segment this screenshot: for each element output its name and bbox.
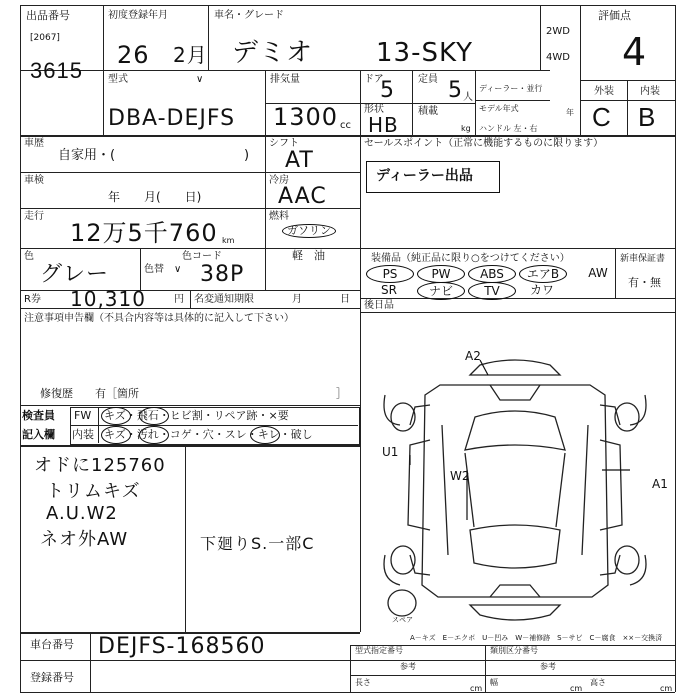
warranty-value: 有・無 xyxy=(628,276,661,289)
disp-unit: cc xyxy=(340,120,351,131)
car-diagram xyxy=(370,345,670,635)
door-label: ドア xyxy=(364,74,384,85)
handwritten-note-2: トリムキズ xyxy=(46,481,141,502)
shape: HB xyxy=(368,113,399,137)
aircon-label: 冷房 xyxy=(269,175,289,186)
fw-items: キズ・飛石・ヒビ割・リペア跡・×要 xyxy=(104,409,289,422)
shift: AT xyxy=(285,148,314,173)
ext-grade: C xyxy=(592,102,612,132)
repair-close: ］ xyxy=(336,387,347,400)
model-label: 型式 xyxy=(108,74,128,85)
load-label: 積載 xyxy=(418,106,438,117)
equipment-item-row1-4: AW xyxy=(588,266,608,280)
inspector-label: 検査員 xyxy=(22,409,55,422)
equipment-item-row2-2: TV xyxy=(468,282,516,300)
chassis-label: 車台番号 xyxy=(30,638,74,651)
cap-label: 定員 xyxy=(418,74,438,85)
declaration-label: 注意事項申告欄（不具合内容等は具体的に記入して下さい） xyxy=(24,313,294,324)
reg-label: 初度登録年月 xyxy=(108,10,168,21)
mileage: 12万5千760 xyxy=(70,219,218,247)
form-spec-label: 型式指定番号 xyxy=(355,646,403,655)
chassis-number: DEJFS-168560 xyxy=(98,634,266,659)
model-chevron-icon: ∨ xyxy=(196,74,204,85)
int-grade: B xyxy=(638,102,657,132)
equipment-item-row1-0: PS xyxy=(366,265,414,283)
spare-label: スペア xyxy=(392,616,413,624)
fuel-diesel: 軽 油 xyxy=(292,249,325,262)
load-unit: kg xyxy=(461,124,471,133)
equip-label: 装備品（純正品に限り○をつけてください） xyxy=(371,253,570,264)
int-label: 内装 xyxy=(640,86,660,97)
car-name: デミオ xyxy=(232,38,314,68)
shift-label: シフト xyxy=(269,138,299,149)
lot-sub: [2067] xyxy=(30,33,60,43)
handwritten-note-1: オドに125760 xyxy=(34,455,166,476)
handwritten-note-4: ネオ外AW xyxy=(40,529,129,550)
repair-label: 修復歴 有［箇所 xyxy=(40,387,139,400)
color-change-chevron-icon: ∨ xyxy=(174,264,182,275)
eval-label: 評価点 xyxy=(598,9,631,22)
dealer-label: ディーラー・並行 xyxy=(479,84,543,93)
handle-label: ハンドル 左・右 xyxy=(479,124,538,133)
int-scratch-circle xyxy=(101,426,131,444)
mark-u1: U1 xyxy=(382,445,399,459)
after-label: 後日品 xyxy=(364,300,394,311)
equipment-item-row1-2: ABS xyxy=(468,265,516,283)
aircon: AAC xyxy=(278,184,327,209)
damage-legend: A－キズ E－エクボ U－凹み W－補修跡 S－サビ C－腐食 ××－交換済 xyxy=(410,634,663,642)
ext-label: 外装 xyxy=(594,86,614,97)
entry-label: 記入欄 xyxy=(22,428,55,441)
cm-2: cm xyxy=(570,684,583,693)
fuel-gas: ガソリン xyxy=(282,224,336,238)
color-code: 38P xyxy=(200,262,245,287)
lot-number: 3615 xyxy=(30,58,83,83)
day-unit: 日 xyxy=(340,294,350,305)
int-stain-circle xyxy=(139,426,169,444)
equipment-item-row1-1: PW xyxy=(417,265,465,283)
doors: 5 xyxy=(380,78,395,103)
color-code-label: 色コード xyxy=(182,251,222,262)
color-label: 色 xyxy=(24,251,34,262)
lot-label: 出品番号 xyxy=(26,9,70,22)
disp-label: 排気量 xyxy=(270,74,300,85)
fw-scratch-circle xyxy=(101,407,131,425)
sales-label: セールスポイント（正常に機能するものに限ります） xyxy=(364,138,604,149)
grade: 13-SKY xyxy=(376,38,473,68)
history-label: 車歴 xyxy=(24,138,44,149)
displacement: 1300 xyxy=(273,103,339,131)
color: グレー xyxy=(40,262,110,287)
color-change-label: 色替 xyxy=(144,264,164,275)
reg-no-label: 登録番号 xyxy=(30,671,74,684)
cm-1: cm xyxy=(470,684,483,693)
equipment-item-row2-3: カワ xyxy=(529,283,554,297)
dealer-sale: ディーラー出品 xyxy=(376,168,473,184)
history-value: 自家用・( xyxy=(58,148,116,163)
equipment-item-row2-1: ナビ xyxy=(417,282,465,300)
equipment-item-row2-0: SR xyxy=(381,283,397,297)
shape-label: 形状 xyxy=(364,104,384,115)
month-unit: 月 xyxy=(292,294,302,305)
mark-a1: A1 xyxy=(652,477,668,491)
inspection-value: 年 月( 日) xyxy=(108,190,202,204)
recycle-label: R券 xyxy=(24,294,41,305)
interior-items: キズ・汚れ・コゲ・穴・スレ・キレ・破し xyxy=(104,428,313,441)
cm-3: cm xyxy=(660,684,673,693)
model-year-label: モデル年式 xyxy=(479,104,519,113)
drive-4wd: 4WD xyxy=(546,52,570,63)
int-rub-circle xyxy=(250,426,280,444)
year-unit: 年 xyxy=(566,108,574,117)
recycle: 10,310 xyxy=(70,287,146,311)
warranty-label: 新車保証書 xyxy=(620,254,666,264)
handwritten-note-5: 下廻りS.一部C xyxy=(200,534,315,553)
reg-year: 26 xyxy=(117,41,150,69)
length-label: 長さ xyxy=(355,678,371,687)
mark-a2: A2 xyxy=(465,349,481,363)
fuel-label: 燃料 xyxy=(269,211,289,222)
ref-1: 参考 xyxy=(400,662,416,671)
handwritten-note-3: A.U.W2 xyxy=(46,503,118,524)
ref-2: 参考 xyxy=(540,662,556,671)
drive-2wd: 2WD xyxy=(546,26,570,37)
mileage-label: 走行 xyxy=(24,211,44,222)
height-label: 高さ xyxy=(590,678,606,687)
fw-label: FW xyxy=(74,409,92,422)
fw-chip-circle xyxy=(139,407,169,425)
cap-unit: 人 xyxy=(463,92,473,103)
eval-score: 4 xyxy=(622,30,648,74)
model-code: DBA-DEJFS xyxy=(108,106,236,131)
mark-w2: W2 xyxy=(450,469,470,483)
tax-label: 名変通知期限 xyxy=(194,294,254,305)
reg-month: 2月 xyxy=(173,43,208,67)
mileage-unit: km xyxy=(222,236,235,245)
width-label: 幅 xyxy=(490,678,498,687)
inspection-label: 車検 xyxy=(24,175,44,186)
capacity: 5 xyxy=(448,78,463,103)
class-label: 類別区分番号 xyxy=(490,646,538,655)
recycle-unit: 円 xyxy=(174,294,184,305)
name-label: 車名・グレード xyxy=(214,10,284,21)
equipment-item-row1-3: エアB xyxy=(519,265,567,283)
history-close: ) xyxy=(244,148,250,163)
interior-label: 内装 xyxy=(72,428,94,441)
